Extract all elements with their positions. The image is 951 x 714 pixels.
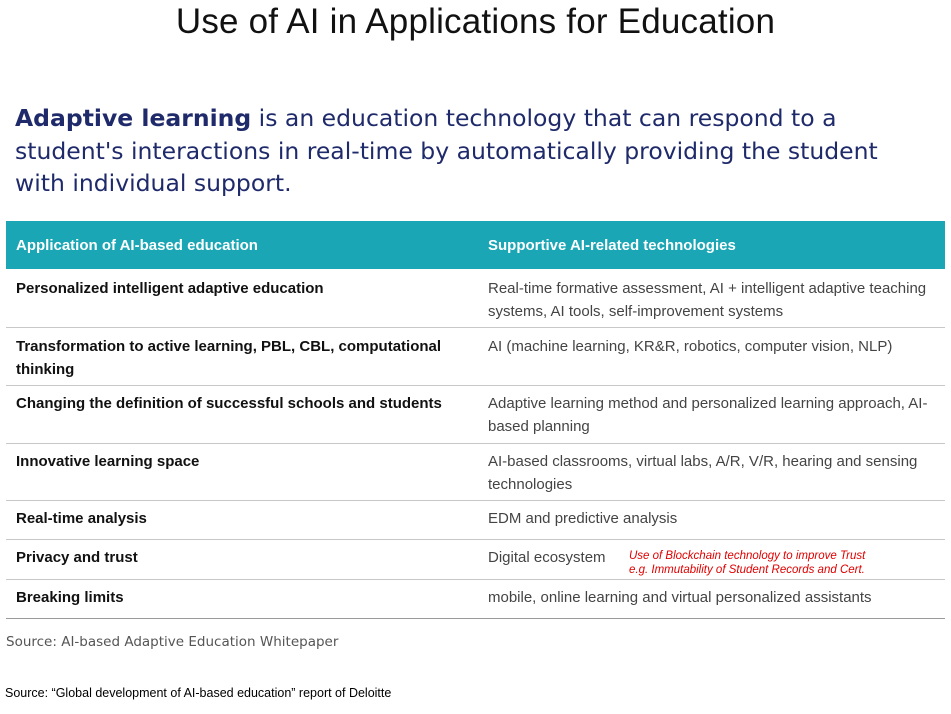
table-row xyxy=(6,580,945,619)
row-application: Privacy and trust xyxy=(16,549,138,566)
intro-text: is an education technology that can respond to a student's interactions in real-time by automatically providing the student with individual support. xyxy=(15,104,878,197)
header-technologies: Supportive AI-related technologies xyxy=(488,237,736,254)
intro-term: Adaptive learning xyxy=(15,104,252,132)
table-row xyxy=(6,386,945,444)
row-application: Innovative learning space xyxy=(16,453,200,470)
row-technologies: AI (machine learning, KR&R, robotics, computer vision, NLP) xyxy=(488,338,893,355)
blockchain-annotation xyxy=(629,549,865,577)
row-technologies: Real-time formative assessment, AI + intelligent adaptive teaching systems, AI tools, self-improvement systems xyxy=(488,280,927,320)
intro-paragraph xyxy=(15,102,915,200)
report-source: Source: “Global development of AI-based education” report of Deloitte xyxy=(5,686,392,700)
row-technologies: Digital ecosystem xyxy=(488,549,606,566)
row-technologies: Adaptive learning method and personalized learning approach, AI-based planning xyxy=(488,395,928,435)
row-application: Real-time analysis xyxy=(16,510,147,527)
row-application: Changing the definition of successful schools and students xyxy=(16,395,442,412)
row-application: Personalized intelligent adaptive education xyxy=(16,280,324,297)
row-technologies: EDM and predictive analysis xyxy=(488,510,678,527)
slide-title: Use of AI in Applications for Education xyxy=(175,2,776,41)
annotation-line: Use of Blockchain technology to improve Trust xyxy=(629,550,866,562)
row-application: Transformation to active learning, PBL, CBL, computational thinking xyxy=(16,338,442,378)
table-row xyxy=(6,328,945,386)
table-header xyxy=(6,221,945,269)
row-technologies: mobile, online learning and virtual personalized assistants xyxy=(488,589,872,606)
table-source: Source: AI-based Adaptive Education Whitepaper xyxy=(6,634,339,650)
table-row xyxy=(6,444,945,501)
table-row xyxy=(6,269,945,328)
row-application: Breaking limits xyxy=(16,589,124,606)
annotation-line: e.g. Immutability of Student Records and Cert. xyxy=(629,564,865,576)
header-application: Application of AI-based education xyxy=(16,237,258,254)
table-row xyxy=(6,501,945,540)
row-technologies: AI-based classrooms, virtual labs, A/R, V/R, hearing and sensing technologies xyxy=(488,453,918,493)
